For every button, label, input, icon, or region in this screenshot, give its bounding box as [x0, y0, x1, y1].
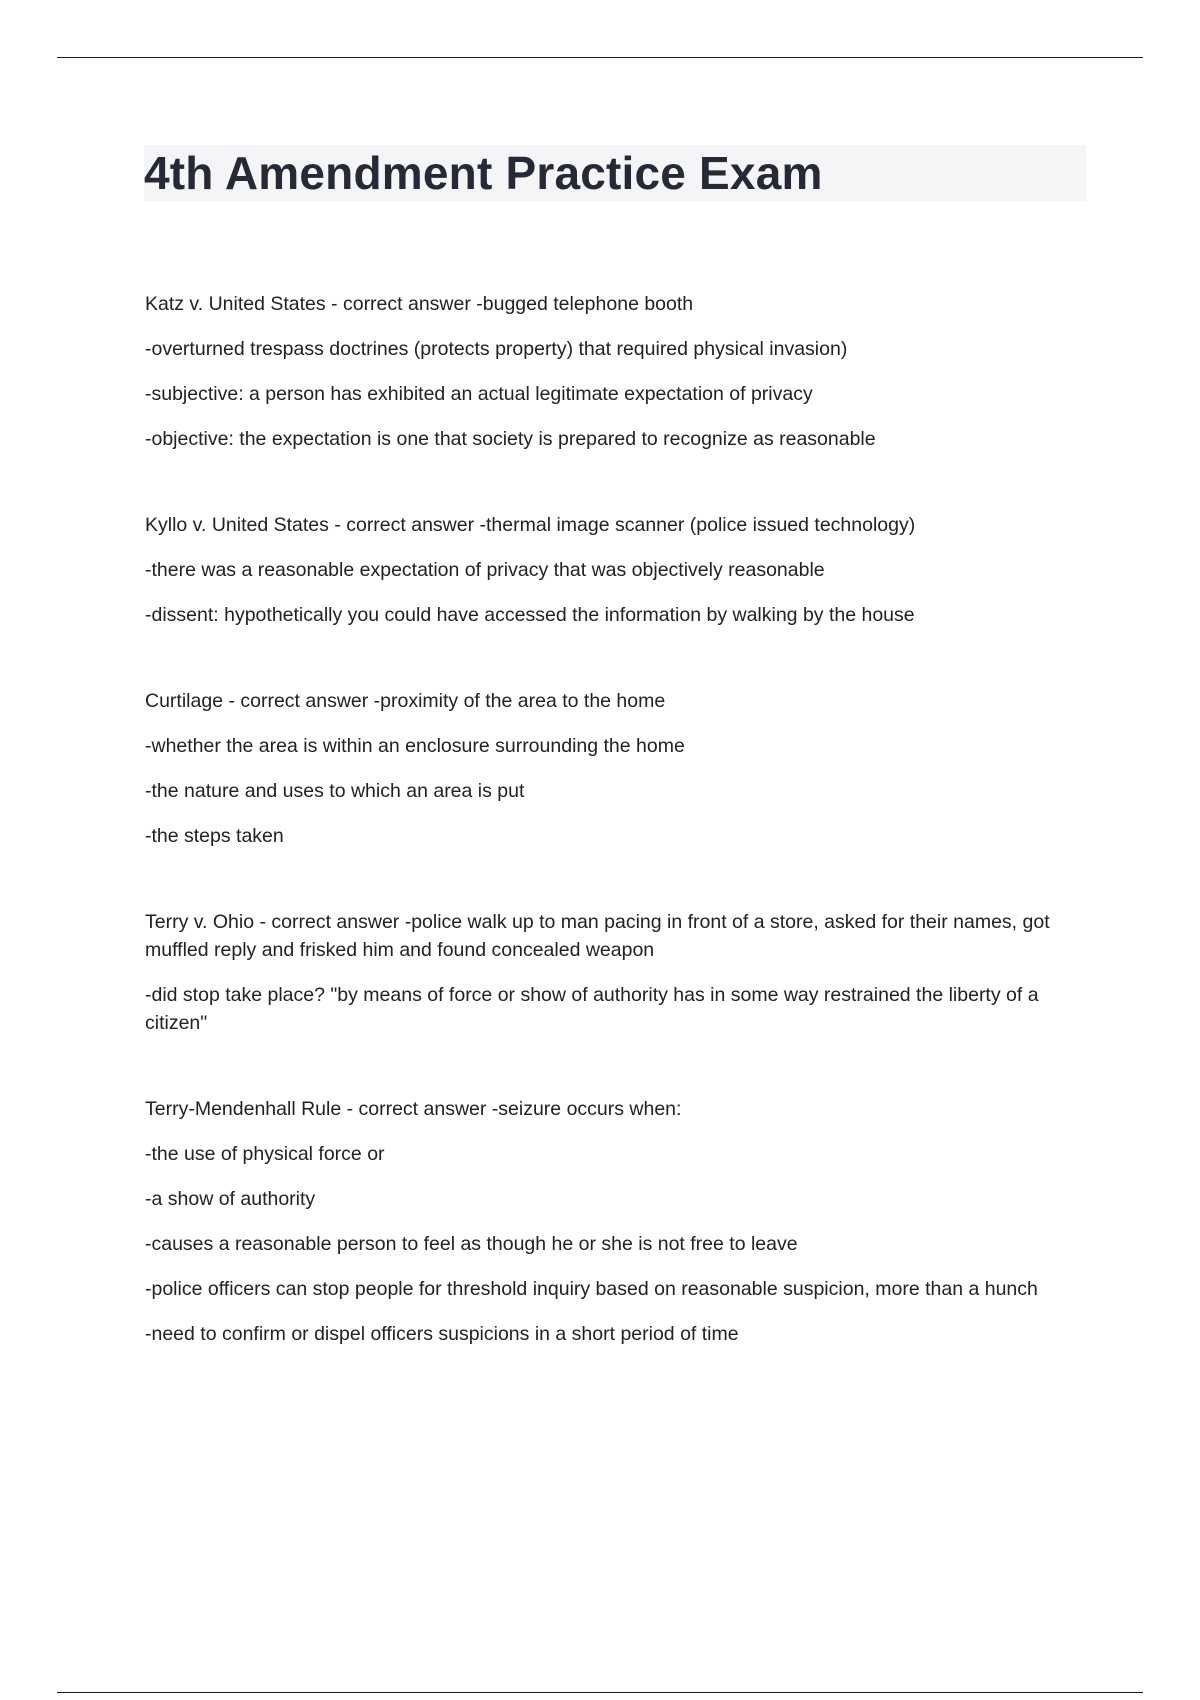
card-detail-line: -need to confirm or dispel officers suspicions in a short period of time: [145, 1323, 739, 1345]
card-detail-line: -whether the area is within an enclosure surrounding the home: [145, 735, 685, 757]
card-detail-line: -objective: the expectation is one that society is prepared to recognize as reasonable: [145, 428, 876, 450]
card-detail-line: -the nature and uses to which an area is put: [145, 780, 525, 802]
top-divider: [57, 57, 1143, 58]
card-detail-line: -overturned trespass doctrines (protects property) that required physical invasion): [145, 338, 848, 360]
page-title: 4th Amendment Practice Exam: [144, 147, 823, 199]
flashcard-list: [145, 290, 1095, 1406]
card-detail-line: -a show of authority: [145, 1188, 316, 1210]
bottom-divider: [57, 1692, 1143, 1693]
card-detail-line: -causes a reasonable person to feel as though he or she is not free to leave: [145, 1233, 798, 1255]
flashcard-katz: [145, 290, 1095, 453]
card-term-line: Katz v. United States - correct answer -bugged telephone booth: [145, 293, 694, 315]
card-detail-line: -the steps taken: [145, 825, 284, 847]
card-detail-line: -there was a reasonable expectation of privacy that was objectively reasonable: [145, 559, 825, 581]
card-term-line: Curtilage - correct answer -proximity of the area to the home: [145, 690, 666, 712]
card-term-line: Terry-Mendenhall Rule - correct answer -seizure occurs when:: [145, 1098, 682, 1120]
card-detail-line: -did stop take place? "by means of force or show of authority has in some way restrained the liberty of a citizen": [145, 984, 1039, 1034]
card-detail-line: -dissent: hypothetically you could have accessed the information by walking by the house: [145, 604, 915, 626]
card-term-line: Kyllo v. United States - correct answer -thermal image scanner (police issued technology): [145, 514, 916, 536]
flashcard-terry-ohio: [145, 908, 1095, 1037]
flashcard-kyllo: [145, 511, 1095, 629]
title-band: [144, 145, 1086, 201]
card-detail-line: -the use of physical force or: [145, 1143, 385, 1165]
card-detail-line: -police officers can stop people for threshold inquiry based on reasonable suspicion, more than a hunch: [145, 1278, 1038, 1300]
flashcard-terry-mendenhall: [145, 1095, 1095, 1348]
card-detail-line: -subjective: a person has exhibited an actual legitimate expectation of privacy: [145, 383, 813, 405]
card-term-line: Terry v. Ohio - correct answer -police walk up to man pacing in front of a store, asked for their names, got muffled reply and frisked him and found concealed weapon: [145, 911, 1050, 961]
flashcard-curtilage: [145, 687, 1095, 850]
